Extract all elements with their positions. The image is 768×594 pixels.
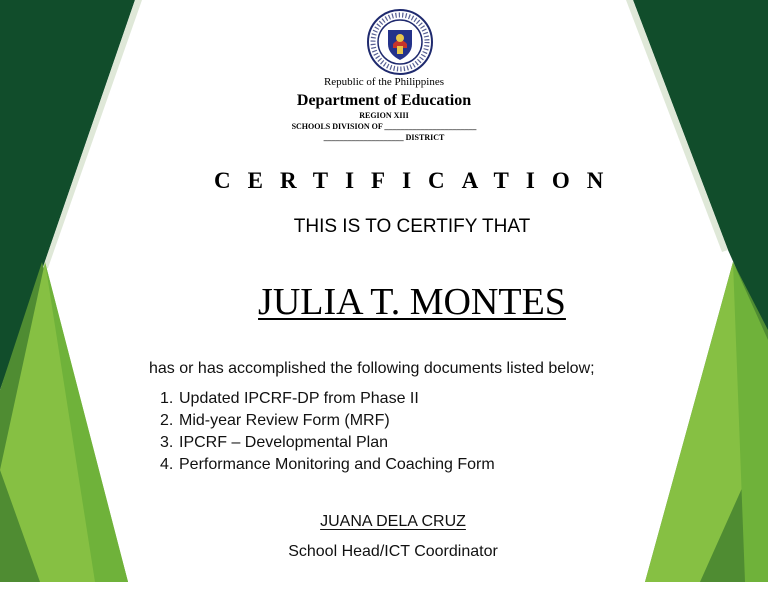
republic-label: Republic of the Philippines <box>323 76 445 88</box>
list-item-number: 4. <box>160 456 174 473</box>
list-item-number: 1. <box>160 390 174 407</box>
department-name: Department of Education <box>296 92 472 109</box>
list-item <box>160 454 495 476</box>
district-label: ____________________ DISTRICT <box>323 133 445 142</box>
list-item-number: 3. <box>160 434 174 451</box>
signatory-name: JUANA DELA CRUZ <box>320 513 466 530</box>
accomplishment-statement: has or has accomplished the following documents listed below; <box>149 360 595 377</box>
list-item <box>160 388 495 410</box>
certify-line: THIS IS TO CERTIFY THAT <box>293 216 531 237</box>
region-label: REGION XIII <box>359 111 409 120</box>
list-item-text: Performance Monitoring and Coaching Form <box>179 456 495 473</box>
certification-title: CERTIFICATION <box>214 168 621 193</box>
document-list <box>160 388 495 476</box>
recipient-name: JULIA T. MONTES <box>258 281 566 323</box>
list-item <box>160 432 495 454</box>
list-item-number: 2. <box>160 412 174 429</box>
deped-seal-icon <box>366 8 434 76</box>
list-item <box>160 410 495 432</box>
signatory-position: School Head/ICT Coordinator <box>288 543 498 560</box>
list-item-text: Mid-year Review Form (MRF) <box>179 412 390 429</box>
list-item-text: Updated IPCRF-DP from Phase II <box>179 390 419 407</box>
list-item-text: IPCRF – Developmental Plan <box>179 434 388 451</box>
division-label: SCHOOLS DIVISION OF _______________________ <box>291 122 477 131</box>
